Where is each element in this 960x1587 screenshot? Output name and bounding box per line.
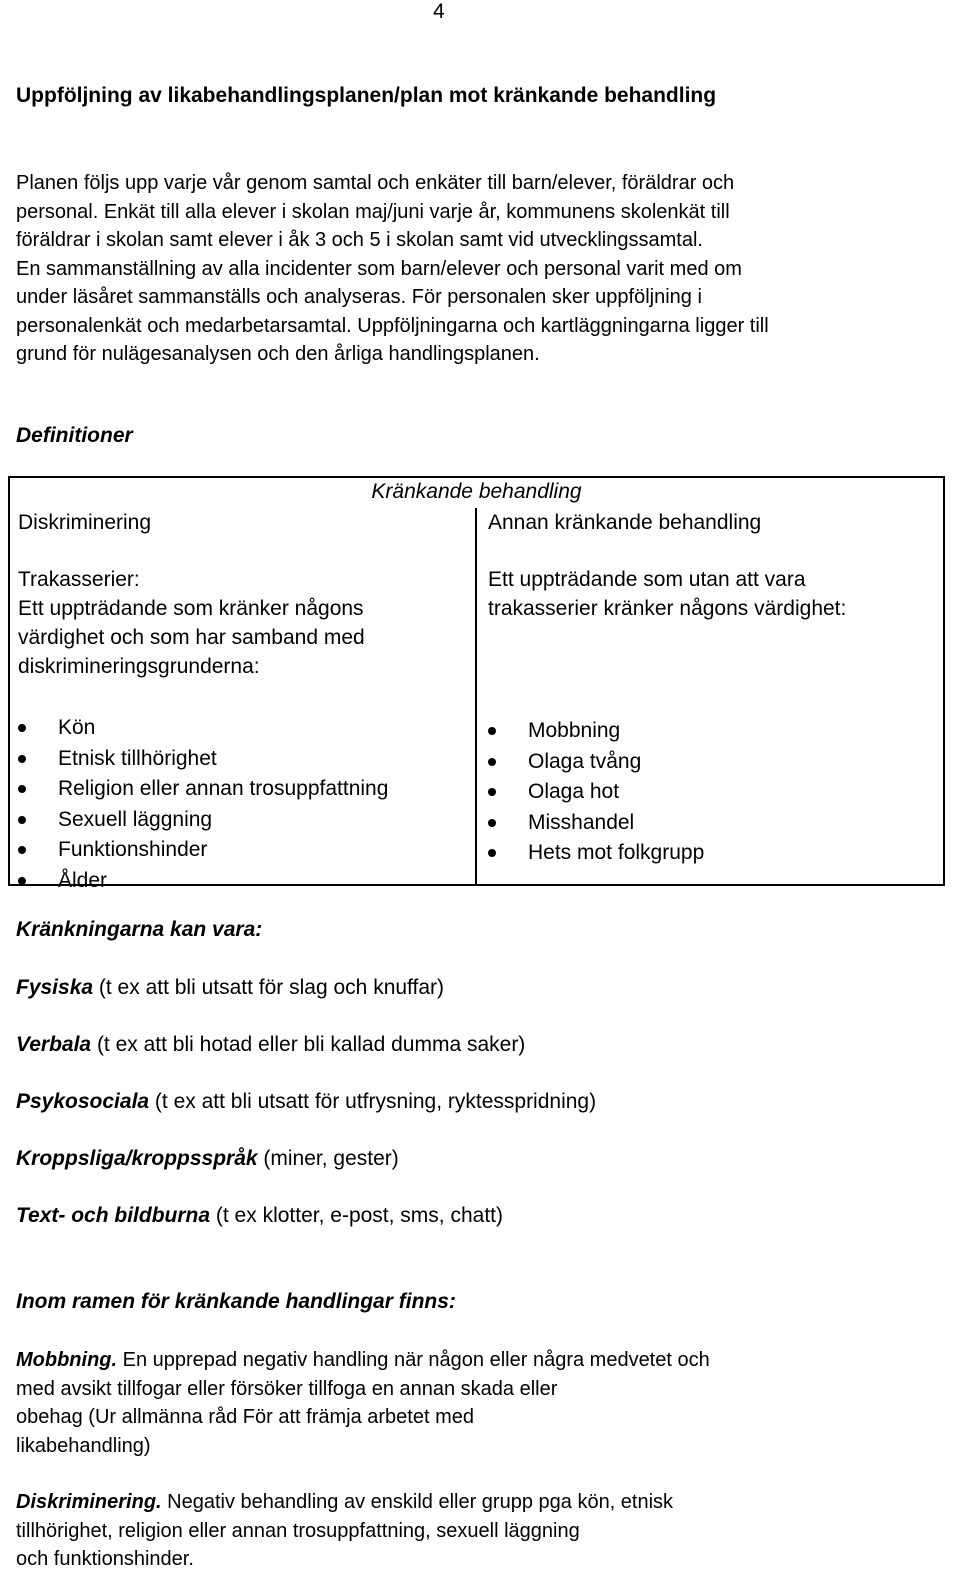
other-offensive-description-line: Ett uppträdande som utan att vara bbox=[488, 568, 806, 591]
bullet-icon bbox=[18, 785, 26, 793]
violation-item: Psykosociala (t ex att bli utsatt för utfrysning, ryktesspridning) bbox=[16, 1090, 597, 1113]
other-offensive-description-line: trakasserier kränker någons värdighet: bbox=[488, 597, 847, 620]
intro-line: En sammanställning av alla incidenter som barn/elever och personal varit med om bbox=[16, 257, 742, 280]
bullet-icon bbox=[488, 758, 496, 766]
bullet-icon bbox=[488, 788, 496, 796]
list-item: Ålder bbox=[18, 866, 468, 897]
definition-line: obehag (Ur allmänna råd För att främja arbetet med bbox=[16, 1406, 474, 1428]
list-item: Sexuell läggning bbox=[18, 805, 468, 836]
intro-line: föräldrar i skolan samt elever i åk 3 och 5 i skolan samt vid utvecklingssamtal. bbox=[16, 229, 703, 251]
definition-term: Mobbning. bbox=[16, 1349, 118, 1371]
list-item: Olaga hot bbox=[488, 777, 938, 808]
intro-line: grund för nulägesanalysen och den årliga handlingsplanen. bbox=[16, 343, 540, 365]
list-item: Religion eller annan trosuppfattning bbox=[18, 774, 468, 805]
list-item: Etnisk tillhörighet bbox=[18, 744, 468, 775]
definition-line: tillhörighet, religion eller annan trosuppfattning, sexuell läggning bbox=[16, 1519, 580, 1542]
column-divider bbox=[475, 508, 477, 884]
harassment-description-line: värdighet och som har samband med bbox=[18, 626, 365, 649]
list-item: Mobbning bbox=[488, 716, 938, 747]
intro-line: Planen följs upp varje vår genom samtal och enkäter till barn/elever, föräldrar och bbox=[16, 172, 735, 194]
page-number: 4 bbox=[433, 0, 445, 23]
violation-item: Text- och bildburna (t ex klotter, e-post, sms, chatt) bbox=[16, 1204, 503, 1227]
bullet-icon bbox=[488, 727, 496, 735]
definition-line: Diskriminering. Negativ behandling av enskild eller grupp pga kön, etnisk bbox=[16, 1491, 674, 1513]
diskriminering-definition bbox=[16, 1488, 951, 1574]
bullet-icon bbox=[18, 724, 26, 732]
harassment-description-line: diskrimineringsgrunderna: bbox=[18, 655, 260, 678]
intro-line: personalenkät och medarbetarsamtal. Uppföljningarna och kartläggningarna ligger till bbox=[16, 314, 769, 337]
intro-line: personal. Enkät till alla elever i skolan maj/juni varje år, kommunens skolenkät till bbox=[16, 200, 730, 223]
list-item: Funktionshinder bbox=[18, 835, 468, 866]
bullet-icon bbox=[18, 755, 26, 763]
definition-line: likabehandling) bbox=[16, 1434, 151, 1457]
other-offensive-column bbox=[488, 508, 938, 869]
intro-line: under läsåret sammanställs och analyseras. För personalen sker uppföljning i bbox=[16, 286, 702, 308]
discrimination-heading: Diskriminering bbox=[18, 511, 152, 534]
harassment-subheading: Trakasserier: bbox=[18, 568, 140, 591]
definition-line: med avsikt tillfogar eller försöker tillfoga en annan skada eller bbox=[16, 1377, 558, 1400]
bullet-icon bbox=[18, 816, 26, 824]
list-item: Hets mot folkgrupp bbox=[488, 838, 938, 869]
definitions-heading: Definitioner bbox=[16, 424, 133, 447]
other-offensive-list bbox=[488, 716, 938, 869]
list-item: Kön bbox=[18, 713, 468, 744]
within-heading: Inom ramen för kränkande handlingar finns: bbox=[16, 1290, 456, 1313]
violations-heading: Kränkningarna kan vara: bbox=[16, 918, 263, 941]
definitions-table bbox=[8, 476, 945, 892]
definition-line: och funktionshinder. bbox=[16, 1548, 194, 1570]
bullet-icon bbox=[488, 849, 496, 857]
bullet-icon bbox=[18, 846, 26, 854]
bullet-icon bbox=[18, 877, 26, 885]
definition-term: Diskriminering. bbox=[16, 1491, 162, 1513]
discrimination-grounds-list bbox=[18, 713, 468, 896]
intro-paragraph bbox=[16, 169, 956, 369]
definition-line: Mobbning. En upprepad negativ handling när någon eller några medvetet och bbox=[16, 1349, 710, 1371]
section-heading: Uppföljning av likabehandlingsplanen/plan mot kränkande behandling bbox=[16, 84, 717, 107]
harassment-description-line: Ett uppträdande som kränker någons bbox=[18, 597, 364, 620]
violation-item: Fysiska (t ex att bli utsatt för slag och knuffar) bbox=[16, 976, 445, 999]
table-title: Kränkande behandling bbox=[371, 480, 582, 503]
bullet-icon bbox=[488, 819, 496, 827]
list-item: Misshandel bbox=[488, 808, 938, 839]
other-offensive-heading: Annan kränkande behandling bbox=[488, 511, 762, 534]
mobbning-definition bbox=[16, 1346, 951, 1460]
violation-item: Kroppsliga/kroppsspråk (miner, gester) bbox=[16, 1147, 399, 1170]
discrimination-column bbox=[18, 508, 468, 896]
violation-item: Verbala (t ex att bli hotad eller bli kallad dumma saker) bbox=[16, 1033, 526, 1056]
list-item: Olaga tvång bbox=[488, 747, 938, 778]
